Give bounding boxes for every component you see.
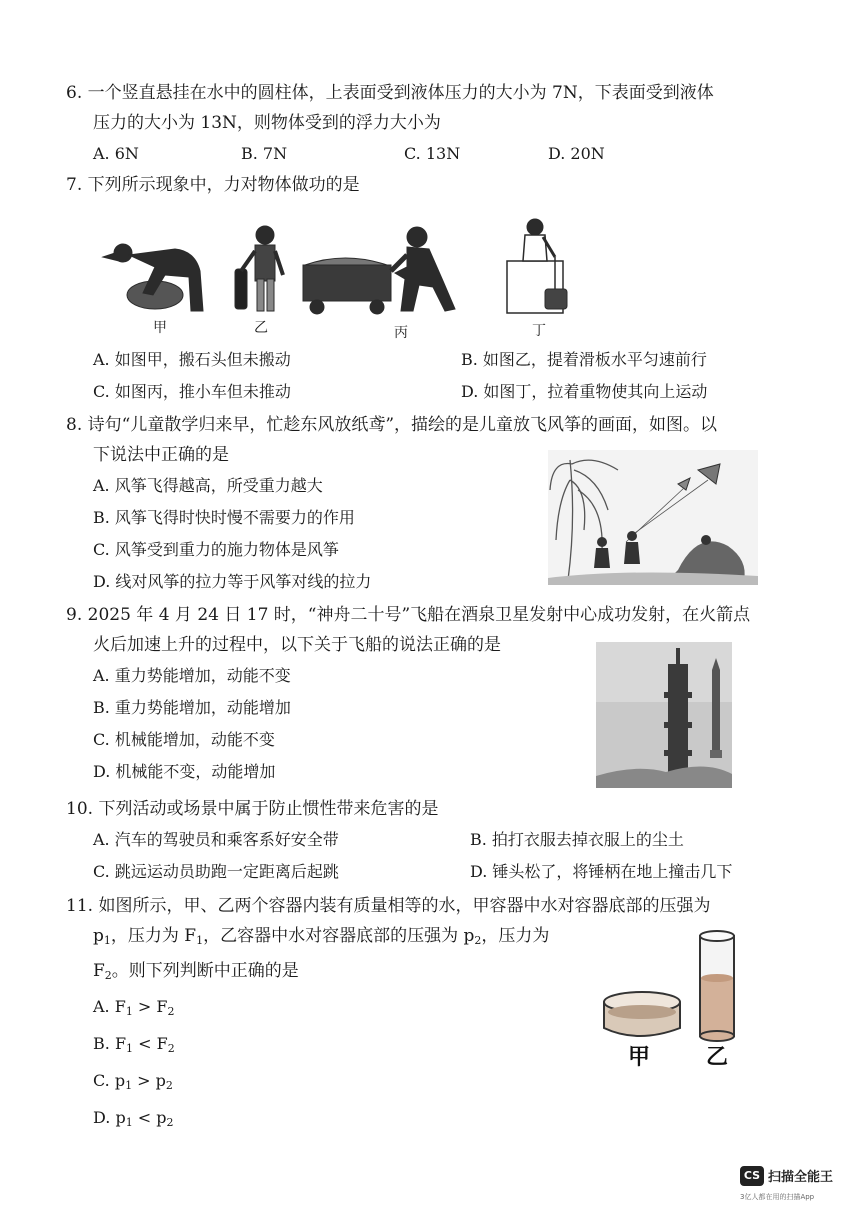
q6-option-b: B. 7N (241, 144, 288, 163)
q11-stem-line3: $F_2$。则下列判断中正确的是 (93, 961, 299, 982)
q7-label-bing: 丙 (394, 325, 408, 341)
launch-tower-icon (664, 648, 692, 776)
q7-option-d: D. 如图丁，拉着重物使其向上运动 (461, 382, 708, 401)
q7-figure (95, 215, 595, 340)
q7-option-a: A. 如图甲，搬石头但未搬动 (93, 350, 291, 369)
q11-option-b: B. $F_1 < F_2$ (93, 1034, 175, 1055)
q10-option-d: D. 锤头松了，将锤柄在地上撞击几下 (470, 862, 733, 881)
q7-label-ding: 丁 (532, 323, 546, 339)
q8-stem-line2: 下说法中正确的是 (93, 445, 229, 465)
q7-label-jia: 甲 (153, 320, 167, 336)
question-7 (66, 170, 806, 200)
q11-label-yi: 乙 (706, 1045, 729, 1070)
q6-stem-line1: 6. 一个竖直悬挂在水中的圆柱体，上表面受到液体压力的大小为 7N，下表面受到液体 (66, 83, 714, 103)
q9-option-b: B. 重力势能增加，动能增加 (93, 698, 291, 717)
question-6 (66, 78, 806, 170)
q11-label-jia: 甲 (628, 1045, 651, 1070)
container-yi-icon (700, 931, 734, 1041)
watermark-app-name: 扫描全能王 (768, 1170, 834, 1185)
q6-options (66, 138, 806, 170)
q11-option-a: A. $F_1 > F_2$ (93, 997, 175, 1018)
q8-option-b: B. 风筝飞得时快时慢不需要力的作用 (93, 508, 355, 527)
q7-options (66, 344, 806, 408)
rocket-launch-photo (596, 642, 732, 788)
camscanner-logo-icon: CS (740, 1166, 764, 1186)
q11-stem-line2: $p_1$，压力为 $F_1$，乙容器中水对容器底部的压强为 $p_2$，压力为 (93, 926, 550, 947)
q10-option-b: B. 拍打衣服去掉衣服上的尘土 (470, 830, 684, 849)
q7-stem: 7. 下列所示现象中，力对物体做功的是 (66, 175, 360, 195)
q6-option-c: C. 13N (404, 144, 461, 163)
q6-option-a: A. 6N (93, 144, 139, 163)
watermark-tagline: 3亿人都在用的扫描App (740, 1193, 815, 1201)
q8-option-d: D. 线对风筝的拉力等于风筝对线的拉力 (93, 572, 372, 591)
q10-option-c: C. 跳远运动员助跑一定距离后起跳 (93, 862, 339, 881)
q11-stem-line1: 11. 如图所示，甲、乙两个容器内装有质量相等的水，甲容器中水对容器底部的压强为 (66, 896, 711, 916)
q7-option-c: C. 如图丙，推小车但未推动 (93, 382, 291, 401)
q8-option-c: C. 风筝受到重力的施力物体是风筝 (93, 540, 339, 559)
q11-option-c: C. $p_1 > p_2$ (93, 1071, 173, 1092)
q9-stem-line2: 火后加速上升的过程中，以下关于飞船的说法正确的是 (93, 635, 501, 655)
q9-stem-line1: 9. 2025 年 4 月 24 日 17 时，“神舟二十号”飞船在酒泉卫星发射中心成功发射，在火箭点 (66, 605, 751, 625)
q7-option-b: B. 如图乙，提着滑板水平匀速前行 (461, 350, 707, 369)
q8-stem-line1: 8. 诗句“儿童散学归来早，忙趁东风放纸鸢”，描绘的是儿童放飞风筝的画面，如图。以 (66, 415, 718, 435)
q6-stem-line2: 压力的大小为 13N，则物体受到的浮力大小为 (93, 113, 441, 133)
q11-option-d: D. $p_1 < p_2$ (93, 1108, 174, 1129)
container-jia-icon (604, 992, 680, 1036)
q10-option-a: A. 汽车的驾驶员和乘客系好安全带 (93, 830, 339, 849)
question-10 (66, 794, 806, 888)
figure-bing-icon (303, 227, 455, 314)
q9-option-a: A. 重力势能增加，动能不变 (93, 666, 291, 685)
q8-option-a: A. 风筝飞得越高，所受重力越大 (93, 476, 323, 495)
q9-option-d: D. 机械能不变，动能增加 (93, 762, 276, 781)
q11-containers-figure (598, 928, 748, 1070)
figure-ding-icon (507, 219, 567, 313)
q7-label-yi: 乙 (254, 320, 268, 336)
q10-stem: 10. 下列活动或场景中属于防止惯性带来危害的是 (66, 799, 439, 819)
q9-option-c: C. 机械能增加，动能不变 (93, 730, 275, 749)
q6-option-d: D. 20N (548, 144, 605, 163)
figure-yi-icon (235, 226, 283, 311)
kite-painting-image (548, 450, 758, 585)
figure-jia-icon (103, 244, 203, 311)
